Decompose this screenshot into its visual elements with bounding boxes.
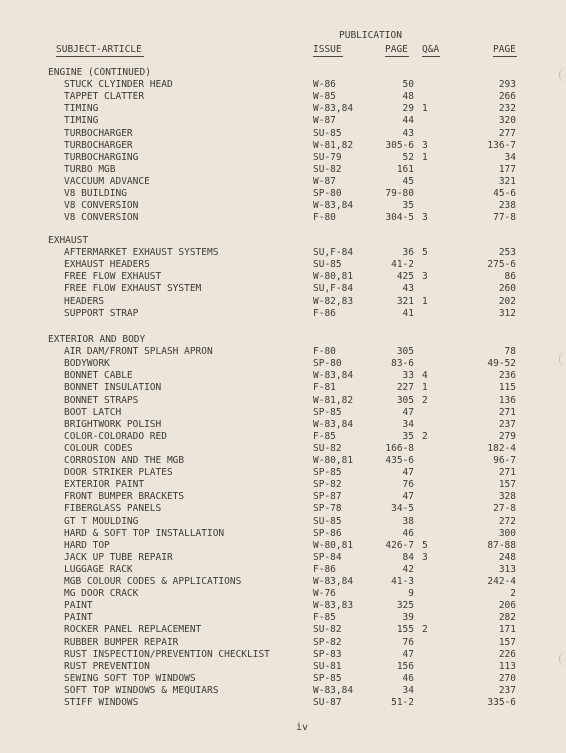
row-page: 48 [402,91,414,103]
section-title [0,235,566,247]
row-page: 161 [396,163,414,175]
row-subject: TURBOCHARGER [64,139,133,151]
row-cumulative-page: 300 [498,527,516,539]
index-row [0,443,566,455]
row-cumulative-page: 279 [498,430,516,442]
row-issue: SP-84 [313,551,342,563]
row-page: 50 [402,79,414,91]
row-page: 305 [396,346,414,358]
index-row [0,259,566,271]
row-page: 76 [402,636,414,648]
row-page: 321 [396,295,414,307]
row-page: 39 [402,612,414,624]
row-issue: SU-79 [313,151,342,163]
row-cumulative-page: 260 [498,283,516,295]
row-issue: W-81,82 [313,394,354,406]
row-subject: V8 BUILDING [64,188,127,199]
row-subject: AIR DAM/FRONT SPLASH APRON [64,346,213,358]
publication-header: PUBLICATION [339,30,402,41]
row-cumulative-page: 232 [498,103,516,115]
row-subject: SEWING SOFT TOP WINDOWS [64,672,196,684]
row-page: 36 [402,247,414,259]
row-qa: 3 [422,271,428,283]
issue-header: ISSUE [313,44,342,55]
row-subject: BRIGHTWORK POLISH [64,418,162,430]
row-issue: SU-85 [313,259,342,271]
row-cumulative-page: 335-6 [487,697,516,708]
row-cumulative-page: 272 [498,515,516,527]
index-row [0,564,566,576]
binding-edge-mark [559,352,566,366]
row-cumulative-page: 49-52 [487,358,516,370]
row-issue: SU-85 [313,515,342,527]
row-page: 227 [396,382,414,394]
row-page: 51-2 [391,697,414,708]
row-cumulative-page: 236 [498,370,516,382]
row-subject: RUBBER BUMPER REPAIR [64,636,179,648]
row-cumulative-page: 321 [498,175,516,187]
row-issue: W-80,81 [313,455,354,466]
row-issue: SU-82 [313,442,342,454]
index-row [0,540,566,552]
row-subject: STIFF WINDOWS [64,697,139,708]
row-issue: W-76 [313,588,336,600]
row-issue: SP-80 [313,358,342,370]
row-subject: HEADERS [64,295,105,307]
row-cumulative-page: 157 [498,479,516,491]
row-cumulative-page: 206 [498,600,516,612]
row-issue: W-80,81 [313,271,354,283]
index-row [0,346,566,358]
row-page: 44 [402,115,414,127]
row-issue: F-85 [313,612,336,624]
index-row [0,516,566,528]
index-row [0,637,566,649]
index-row [0,283,566,295]
row-subject: AFTERMARKET EXHAUST SYSTEMS [64,247,219,259]
subject-article-header: SUBJECT-ARTICLE [56,44,142,55]
index-row [0,200,566,212]
index-row [0,152,566,164]
index-row [0,128,566,140]
index-row [0,552,566,564]
row-page: 425 [396,271,414,283]
index-row [0,503,566,515]
row-subject: TURBOCHARGING [64,151,139,163]
row-cumulative-page: 45-6 [493,188,516,199]
row-qa: 3 [422,212,428,224]
row-page: 46 [402,527,414,539]
row-subject: VACCUUM ADVANCE [64,175,150,187]
row-subject: FREE FLOW EXHAUST SYSTEM [64,283,202,295]
row-page: 34 [402,418,414,430]
row-cumulative-page: 238 [498,200,516,212]
row-subject: FRONT BUMPER BRACKETS [64,491,185,503]
row-page: 41-3 [391,576,414,587]
index-row [0,247,566,259]
row-issue: W-86 [313,79,336,91]
binding-edge-mark [559,68,566,82]
row-cumulative-page: 313 [498,563,516,575]
row-cumulative-page: 157 [498,636,516,648]
row-subject: TIMING [64,103,99,115]
row-issue: W-87 [313,175,336,187]
index-row [0,528,566,540]
row-issue: W-83,84 [313,370,354,382]
row-page: 42 [402,563,414,575]
row-subject: ROCKER PANEL REPLACEMENT [64,624,202,636]
row-page: 47 [402,491,414,503]
row-page: 46 [402,672,414,684]
row-issue: SP-85 [313,467,342,479]
row-subject: V8 CONVERSION [64,212,139,224]
row-page: 9 [408,588,414,600]
row-page: 35 [402,430,414,442]
row-subject: LUGGAGE RACK [64,563,133,575]
index-row [0,407,566,419]
row-issue: SP-78 [313,503,342,515]
row-subject: MG DOOR CRACK [64,588,139,600]
row-issue: W-83,83 [313,600,354,612]
page-number: iv [296,722,309,733]
index-row [0,455,566,467]
row-cumulative-page: 277 [498,127,516,139]
row-subject: COLOR-COLORADO RED [64,430,167,442]
row-issue: SP-85 [313,672,342,684]
row-page: 35 [402,200,414,212]
row-cumulative-page: 293 [498,79,516,91]
row-qa: 5 [422,539,428,551]
row-page: 76 [402,479,414,491]
header-underline [56,56,144,57]
row-issue: W-82,83 [313,295,354,307]
row-issue: W-80,81 [313,539,354,551]
row-cumulative-page: 96-7 [493,455,516,466]
row-qa: 5 [422,247,428,259]
row-page: 426-7 [385,539,414,551]
index-row [0,103,566,115]
index-row [0,588,566,600]
index-row [0,576,566,588]
index-row [0,649,566,661]
row-subject: FIBERGLASS PANELS [64,503,162,515]
row-subject: RUST INSPECTION/PREVENTION CHECKLIST [64,648,270,660]
row-cumulative-page: 182-4 [487,442,516,454]
row-cumulative-page: 202 [498,295,516,307]
row-subject: BONNET STRAPS [64,394,139,406]
row-page: 79-80 [385,188,414,199]
row-cumulative-page: 171 [498,624,516,636]
row-cumulative-page: 78 [504,346,516,358]
row-subject: TIMING [64,115,99,127]
row-qa: 1 [422,103,428,115]
row-issue: SP-85 [313,406,342,418]
index-row [0,140,566,152]
index-row [0,673,566,685]
row-qa: 3 [422,551,428,563]
row-subject: STUCK CLYINDER HEAD [64,79,173,91]
row-page: 155 [396,624,414,636]
row-issue: F-85 [313,430,336,442]
row-issue: W-83,84 [313,200,354,212]
row-page: 43 [402,127,414,139]
row-page: 435-6 [385,455,414,466]
index-row [0,431,566,443]
row-cumulative-page: 320 [498,115,516,127]
row-qa: 1 [422,382,428,394]
row-cumulative-page: 2 [510,588,516,600]
row-subject: TURBO MGB [64,163,116,175]
row-subject: GT T MOULDING [64,515,139,527]
index-row [0,624,566,636]
index-row [0,661,566,673]
row-cumulative-page: 328 [498,491,516,503]
row-issue: F-80 [313,212,336,224]
row-issue: F-80 [313,346,336,358]
row-cumulative-page: 266 [498,91,516,103]
row-cumulative-page: 271 [498,467,516,479]
index-row [0,115,566,127]
row-cumulative-page: 136-7 [487,139,516,151]
row-subject: SUPPORT STRAP [64,307,139,319]
row-page: 305-6 [385,139,414,151]
row-issue: SP-83 [313,648,342,660]
row-qa: 2 [422,430,428,442]
page-underline [385,56,409,57]
row-cumulative-page: 226 [498,648,516,660]
index-row [0,600,566,612]
index-row [0,358,566,370]
row-issue: W-81,82 [313,139,354,151]
issue-underline [313,56,343,57]
row-subject: BOOT LATCH [64,406,122,418]
row-subject: FREE FLOW EXHAUST [64,271,162,283]
row-page: 84 [402,551,414,563]
row-issue: SU-81 [313,660,342,672]
row-cumulative-page: 177 [498,163,516,175]
row-issue: W-87 [313,115,336,127]
row-issue: W-85 [313,91,336,103]
row-cumulative-page: 27-8 [493,503,516,515]
row-issue: SU,F-84 [313,283,354,295]
section-title-text: ENGINE (CONTINUED) [48,67,151,78]
row-cumulative-page: 237 [498,684,516,696]
qa-underline [422,56,440,57]
index-row [0,697,566,709]
row-subject: V8 CONVERSION [64,200,139,212]
index-row [0,419,566,431]
section-title-text: EXTERIOR AND BODY [48,334,146,345]
index-row [0,479,566,491]
row-qa: 3 [422,139,428,151]
row-issue: SP-82 [313,636,342,648]
row-cumulative-page: 86 [504,271,516,283]
row-page: 43 [402,283,414,295]
row-subject: EXHAUST HEADERS [64,259,150,271]
row-page: 47 [402,406,414,418]
index-row [0,491,566,503]
qa-header: Q&A [422,44,440,55]
row-cumulative-page: 237 [498,418,516,430]
row-page: 29 [402,103,414,115]
row-subject: PAINT [64,600,93,612]
row-subject: HARD TOP [64,539,110,551]
row-page: 47 [402,467,414,479]
row-page: 47 [402,648,414,660]
index-row [0,79,566,91]
index-row [0,308,566,320]
row-subject: CORROSION AND THE MGB [64,455,185,466]
row-cumulative-page: 270 [498,672,516,684]
page-header: PAGE [385,44,408,55]
row-cumulative-page: 113 [498,660,516,672]
row-cumulative-page: 275-6 [487,259,516,271]
index-row [0,612,566,624]
row-page: 156 [396,660,414,672]
row-page: 33 [402,370,414,382]
row-subject: DOOR STRIKER PLATES [64,467,173,479]
row-issue: SU-82 [313,624,342,636]
row-subject: TAPPET CLATTER [64,91,145,103]
row-page: 52 [402,151,414,163]
row-page: 305 [396,394,414,406]
row-subject: BONNET INSULATION [64,382,162,394]
row-issue: SP-86 [313,527,342,539]
row-page: 304-5 [385,212,414,224]
index-row [0,212,566,224]
row-qa: 1 [422,295,428,307]
row-issue: W-83,84 [313,576,354,587]
row-issue: SP-82 [313,479,342,491]
row-qa: 1 [422,151,428,163]
section-title [0,67,566,79]
row-cumulative-page: 248 [498,551,516,563]
section-title-text: EXHAUST [48,235,89,246]
row-cumulative-page: 253 [498,247,516,259]
row-cumulative-page: 77-8 [493,212,516,224]
row-subject: BODYWORK [64,358,110,370]
row-issue: W-83,84 [313,684,354,696]
row-page: 45 [402,175,414,187]
row-cumulative-page: 34 [504,151,516,163]
row-issue: W-83,84 [313,103,354,115]
row-subject: COLOUR CODES [64,442,133,454]
index-row [0,176,566,188]
index-row [0,395,566,407]
index-row [0,91,566,103]
row-subject: JACK UP TUBE REPAIR [64,551,173,563]
row-subject: RUST PREVENTION [64,660,150,672]
row-subject: MGB COLOUR CODES & APPLICATIONS [64,576,242,587]
row-cumulative-page: 242-4 [487,576,516,587]
row-page: 41 [402,307,414,319]
index-row [0,467,566,479]
row-issue: F-86 [313,307,336,319]
row-page: 325 [396,600,414,612]
row-issue: F-81 [313,382,336,394]
index-row [0,685,566,697]
page2-header: PAGE [493,44,516,55]
row-issue: SU-87 [313,697,342,708]
row-cumulative-page: 271 [498,406,516,418]
row-page: 38 [402,515,414,527]
section-title [0,334,566,346]
row-subject: PAINT [64,612,93,624]
row-cumulative-page: 136 [498,394,516,406]
row-page: 34 [402,684,414,696]
row-cumulative-page: 87-88 [487,539,516,551]
index-row [0,188,566,200]
index-row [0,382,566,394]
row-cumulative-page: 282 [498,612,516,624]
index-row [0,164,566,176]
row-subject: EXTERIOR PAINT [64,479,145,491]
row-page: 83-6 [391,358,414,370]
row-page: 34-5 [391,503,414,515]
row-issue: SU-85 [313,127,342,139]
row-qa: 4 [422,370,428,382]
row-subject: TURBOCHARGER [64,127,133,139]
row-issue: W-83,84 [313,418,354,430]
row-issue: SP-87 [313,491,342,503]
row-subject: SOFT TOP WINDOWS & MEQUIARS [64,684,219,696]
row-issue: F-86 [313,563,336,575]
row-subject: BONNET CABLE [64,370,133,382]
row-cumulative-page: 312 [498,307,516,319]
row-issue: SP-80 [313,188,342,199]
row-subject: HARD & SOFT TOP INSTALLATION [64,527,225,539]
index-row [0,296,566,308]
index-row [0,370,566,382]
binding-edge-mark [559,652,566,666]
row-qa: 2 [422,394,428,406]
page2-underline [493,56,517,57]
row-page: 166-8 [385,442,414,454]
row-page: 41-2 [391,259,414,271]
index-row [0,271,566,283]
row-qa: 2 [422,624,428,636]
row-issue: SU-82 [313,163,342,175]
row-cumulative-page: 115 [498,382,516,394]
row-issue: SU,F-84 [313,247,354,259]
